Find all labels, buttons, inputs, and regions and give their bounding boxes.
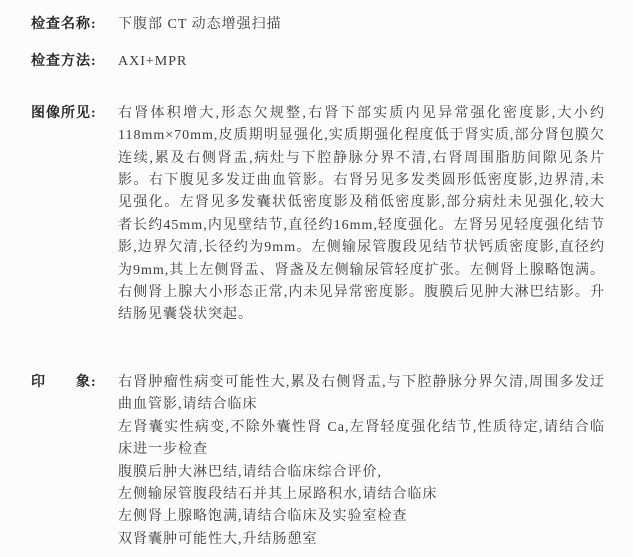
impression-label: 印 象: bbox=[31, 374, 97, 390]
impression-section bbox=[31, 372, 605, 551]
findings-text: 右肾体积增大,形态欠规整,右肾下部实质内见异常强化密度影,大小约118mm×70mm,皮质期明显强化,实质期强化程度低于肾实质,部分肾包膜欠连续,累及右侧肾盂,病灶与下腔静脉分界不清,右肾周围脂肪间隙见条片影。右下腹见多发迂曲血管影。右肾另见多发类圆形低密度影,边界清,未见强化。左肾见多发囊状低密度影及稍低密度影,部分病灶未见强化,较大者长约45mm,内见壁结节,直径约16mm,轻度强化。左肾另见轻度强化结节影,边界欠清,长径约为9mm。左侧输尿管腹段见结节状钙质密度影,直径约为9mm,其上左侧肾盂、肾盏及左侧输尿管轻度扩张。左侧肾上腺略饱满。右侧肾上腺大小形态正常,内未见异常密度影。腹膜后见肿大淋巴结影。升结肠见囊袋状突起。 bbox=[118, 105, 605, 323]
impression-item: 左侧输尿管腹段结石并其上尿路积水,请结合临床 bbox=[118, 486, 438, 502]
exam-name-row bbox=[31, 14, 605, 36]
findings-section bbox=[31, 103, 605, 327]
findings-label: 图像所见: bbox=[31, 105, 97, 121]
impression-list bbox=[118, 372, 605, 551]
exam-method-label: 检查方法: bbox=[31, 54, 97, 70]
exam-method-row bbox=[31, 51, 605, 73]
impression-item: 左肾囊实性病变,不除外囊性肾 Ca,左肾轻度强化结节,性质待定,请结合临床进一步检查 bbox=[118, 419, 605, 458]
exam-method-value: AXI+MPR bbox=[118, 54, 188, 70]
exam-name-label: 检查名称: bbox=[31, 17, 97, 32]
exam-name-value: 下腹部 CT 动态增强扫描 bbox=[118, 17, 282, 32]
impression-item: 右肾肿瘤性病变可能性大,累及右侧肾盂,与下腔静脉分界欠清,周围多发迂曲血管影,请结合临床 bbox=[118, 374, 605, 413]
impression-item: 腹膜后肿大淋巴结,请结合临床综合评价, bbox=[118, 464, 382, 480]
impression-item: 双肾囊肿可能性大,升结肠憩室 bbox=[118, 531, 318, 547]
impression-item: 左侧肾上腺略饱满,请结合临床及实验室检查 bbox=[118, 509, 408, 525]
